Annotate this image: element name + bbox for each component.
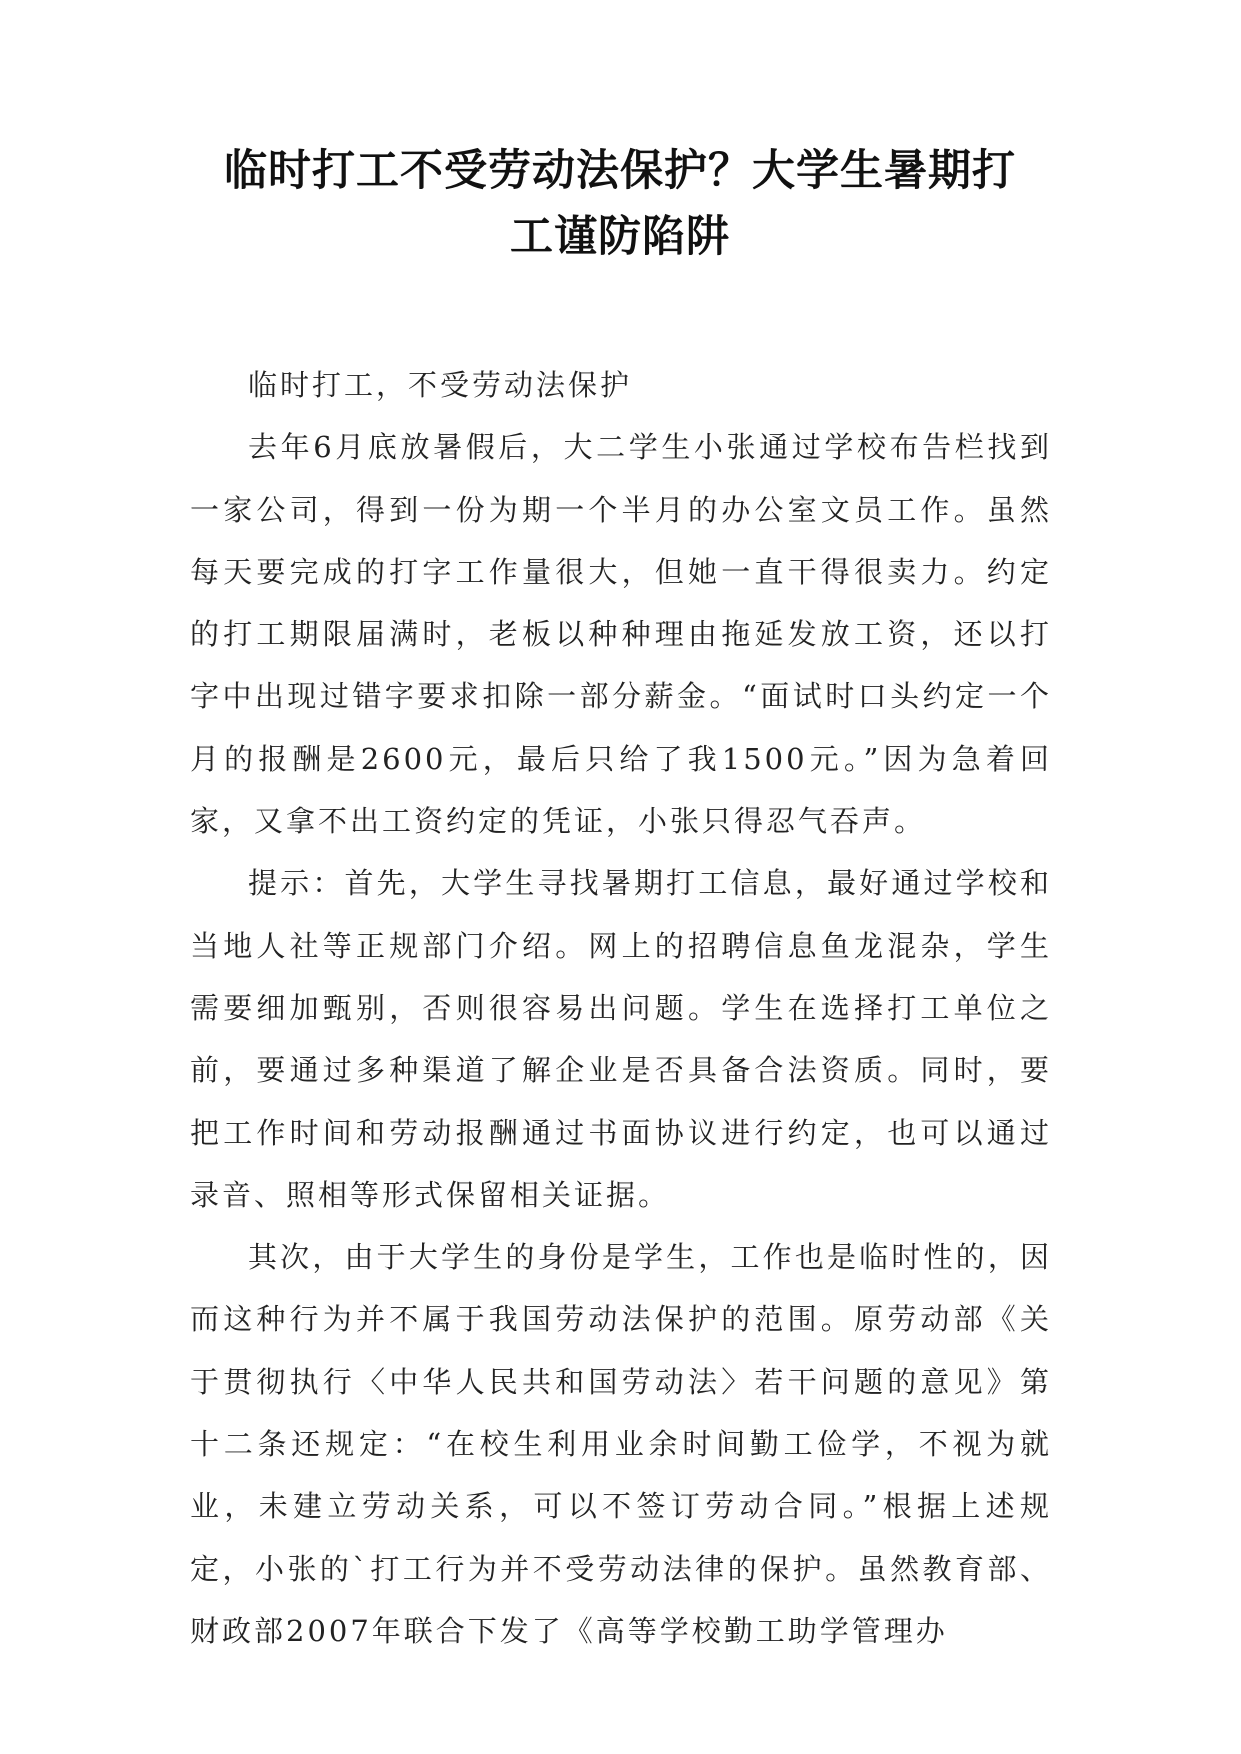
paragraph: 提示：首先，大学生寻找暑期打工信息，最好通过学校和当地人社等正规部门介绍。网上的招聘信息鱼龙混杂，学生需要细加甄别，否则很容易出问题。学生在选择打工单位之前，要通过多种渠道了解企业是否具备合法资质。同时，要把工作时间和劳动报酬通过书面协议进行约定，也可以通过录音、照相等形式保留相关证据。 [190,866,1052,1212]
paragraph: 去年6月底放暑假后，大二学生小张通过学校布告栏找到一家公司，得到一份为期一个半月的办公室文员工作。虽然每天要完成的打字工作量很大，但她一直干得很卖力。约定的打工期限届满时，老板以种种理由拖延发放工资，还以打字中出现过错字要求扣除一部分薪金。“面试时口头约定一个月的报酬是2600元，最后只给了我1500元。”因为急着回家，又拿不出工资约定的凭证，小张只得忍气吞声。 [190,430,1052,839]
title-line-1: 临时打工不受劳动法保护？大学生暑期打 [224,146,1016,196]
document-body [190,354,1052,1662]
paragraph: 其次，由于大学生的身份是学生，工作也是临时性的，因而这种行为并不属于我国劳动法保护的范围。原劳动部《关于贯彻执行〈中华人民共和国劳动法〉若干问题的意见》第十二条还规定：“在校生利用业余时间勤工俭学，不视为就业，未建立劳动关系，可以不签订劳动合同。”根据上述规定，小张的`打工行为并不受劳动法律的保护。虽然教育部、财政部2007年联合下发了《高等学校勤工助学管理办 [190,1240,1052,1648]
document-title [150,138,1090,270]
section-heading: 临时打工，不受劳动法保护 [248,368,633,402]
title-line-2: 工谨防陷阱 [510,212,730,262]
